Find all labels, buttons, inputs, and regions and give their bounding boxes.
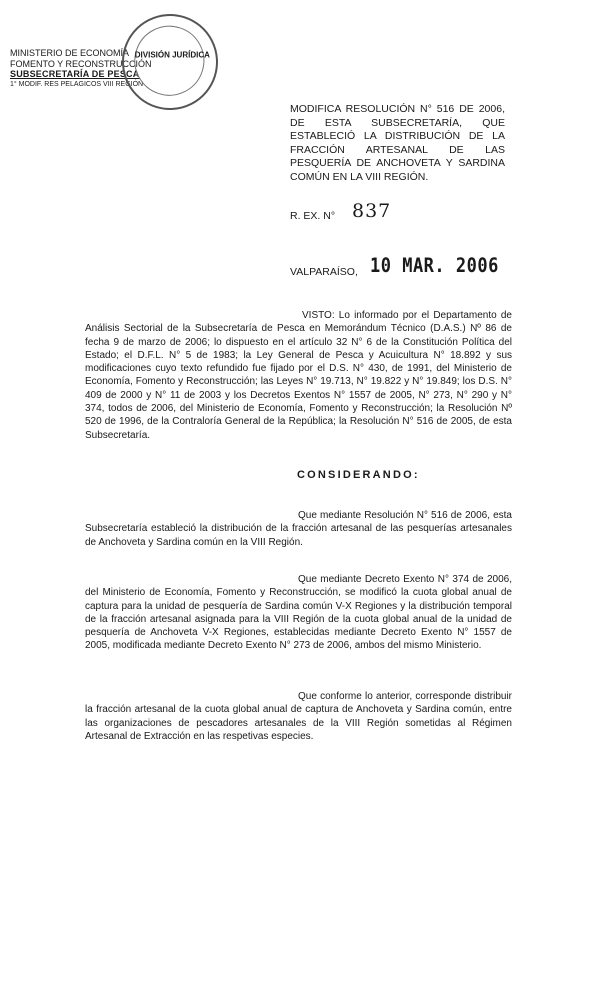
considerando-paragraph-3: Que conforme lo anterior, corresponde distribuir la fracción artesanal de la cuota global anual de captura de Anchoveta y Sardina común, entre las organizaciones de pescadores artesanales de la VIII Región sometidas al Régimen Artesanal de Extracción en las respetivas especies. [85, 691, 512, 742]
ministry-name: MINISTERIO DE ECONOMÍA [10, 48, 130, 58]
visto-paragraph: VISTO: Lo informado por el Departamento de Análisis Sectorial de la Subsecretaría de Pesca en Memorándum Técnico (D.A.S.) Nº 86 de fecha 9 de marzo de 2006; lo dispuesto en el artículo 32 N° 6 de la Constitución Política del Estado; el D.F.L. N° 5 de 1983; la Ley General de Pesca y Acuicultura N° 18.892 y sus modificaciones cuyo texto refundido fue fijado por el D.S. N° 430, de 1991, del Ministerio de Economía, Fomento y Reconstrucción; las Leyes N° 19.713, N° 19.822 y N° 19.849; los D.S. N° 409 de 2000 y N° 11 de 2003 y los Decretos Exentos N° 1557 de 2005, N° 273, N° 290 y N° 374, todos de 2006, del Ministerio de Economía, Fomento y Reconstrucción; la Resolución Nº 520 de 1996, de la Contraloría General de la República; la Resolución N° 516 de 2005, de esta Subsecretaría. [85, 310, 512, 441]
ministry-subtitle: FOMENTO Y RECONSTRUCCIÓN [10, 58, 152, 69]
official-seal [110, 2, 231, 123]
resolution-subject: MODIFICA RESOLUCIÓN N° 516 DE 2006, DE ESTA SUBSECRETARÍA, QUE ESTABLECIÓ LA DISTRIBUCIÓN DE LA FRACCIÓN ARTESANAL DE LAS PESQUERÍA DE ANCHOVETA Y SARDINA COMÚN EN LA VIII REGIÓN. [290, 103, 505, 183]
seal-inner-ring [125, 17, 213, 105]
considerando-heading: CONSIDERANDO: [297, 469, 420, 481]
considerando-paragraph-2: Que mediante Decreto Exento N° 374 de 2006, del Ministerio de Economía, Fomento y Reconstrucción, se modificó la cuota global anual de captura para la unidad de pesquería de Sardina común V-X Regiones y la distribución temporal de la fracción artesanal asignada para la VIII Región de la cuota global anual de la unidad de pesquería de Anchoveta V-X Regiones, establecidas mediante Decreto Exento N° 1557 de 2005, modificada mediante Decreto Exento N° 273 de 2006, ambos del mismo Ministerio. [85, 574, 512, 652]
resolution-label: R. EX. N° [290, 210, 336, 222]
considerando-paragraph-1: Que mediante Resolución N° 516 de 2006, esta Subsecretaría estableció la distribución de la fracción artesanal de las pesquerías artesanales de Anchoveta y Sardina común en la VIII Región. [85, 510, 512, 548]
subsecretaria-name: SUBSECRETARÍA DE PESCA [10, 69, 140, 79]
resolution-number: 837 [352, 200, 392, 222]
file-reference: 1° MODIF. RES PELAGICOS VIII REGIÓN [10, 80, 144, 88]
seal-text: DIVISIÓN JURÍDICA [134, 50, 210, 60]
date-stamp: 10 MAR. 2006 [370, 254, 499, 278]
place-label: VALPARAÍSO, [290, 266, 358, 278]
